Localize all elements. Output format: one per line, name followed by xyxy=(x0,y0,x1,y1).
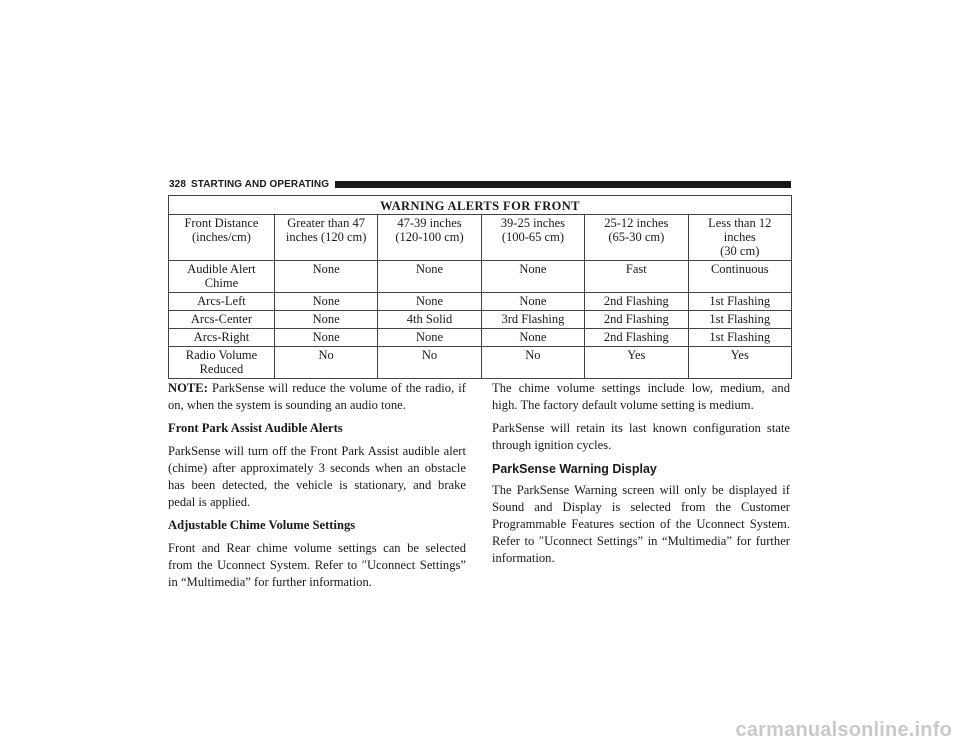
table-row xyxy=(169,347,792,379)
table-title: WARNING ALERTS FOR FRONT xyxy=(169,196,792,215)
column-header: Less than 12 inches (30 cm) xyxy=(688,215,791,261)
header-rule xyxy=(335,181,791,188)
table-cell: 4th Solid xyxy=(378,311,481,329)
table-cell: None xyxy=(274,261,377,293)
right-column xyxy=(492,380,790,573)
table-cell: 1st Flashing xyxy=(688,311,791,329)
left-column xyxy=(168,380,466,597)
table-cell: Yes xyxy=(688,347,791,379)
table-cell: None xyxy=(481,261,584,293)
table-row xyxy=(169,311,792,329)
table-cell: 2nd Flashing xyxy=(585,293,688,311)
row-label: Arcs-Right xyxy=(169,329,275,347)
table-cell: 3rd Flashing xyxy=(481,311,584,329)
row-label: Radio Volume Reduced xyxy=(169,347,275,379)
table-row xyxy=(169,329,792,347)
table-cell: Yes xyxy=(585,347,688,379)
row-label: Arcs-Center xyxy=(169,311,275,329)
note-label: NOTE: xyxy=(168,381,208,395)
table-cell: None xyxy=(378,329,481,347)
paragraph: Front and Rear chime volume settings can be selected from the Uconnect System. Refer to ″Uconnect Settings” in “Multimedia” for further information. xyxy=(168,541,466,589)
paragraph: ParkSense will retain its last known configuration state through ignition cycles. xyxy=(492,421,790,452)
table-cell: 1st Flashing xyxy=(688,329,791,347)
table-body xyxy=(169,261,792,379)
section-heading-warning-display: ParkSense Warning Display xyxy=(492,462,657,476)
paragraph: The ParkSense Warning screen will only be displayed if Sound and Display is selected from the Customer Programmable Features section of the Uconnect System. Refer to ″Uconnect Settings” in “Multimedia” for further information. xyxy=(492,483,790,565)
table-cell: No xyxy=(274,347,377,379)
table-cell: Continuous xyxy=(688,261,791,293)
column-header: Front Distance (inches/cm) xyxy=(169,215,275,261)
note-text: ParkSense will reduce the volume of the radio, if on, when the system is sounding an audio tone. xyxy=(168,381,466,412)
paragraph: ParkSense will turn off the Front Park Assist audible alert (chime) after approximately 3 seconds when an obstacle has been detected, the vehicle is stationary, and brake pedal is applied. xyxy=(168,444,466,509)
page-number: 328 xyxy=(169,178,186,190)
column-header: 47-39 inches (120-100 cm) xyxy=(378,215,481,261)
row-label: Arcs-Left xyxy=(169,293,275,311)
table-cell: No xyxy=(378,347,481,379)
page-header xyxy=(169,177,791,191)
column-header: 39-25 inches (100-65 cm) xyxy=(481,215,584,261)
table-cell: None xyxy=(274,329,377,347)
table-cell: None xyxy=(378,261,481,293)
table-cell: Fast xyxy=(585,261,688,293)
column-header: Greater than 47 inches (120 cm) xyxy=(274,215,377,261)
subheading-audible-alerts: Front Park Assist Audible Alerts xyxy=(168,421,343,435)
note-paragraph xyxy=(168,380,466,414)
column-header: 25-12 inches (65-30 cm) xyxy=(585,215,688,261)
subheading-chime-volume: Adjustable Chime Volume Settings xyxy=(168,518,356,532)
watermark: carmanualsonline.info xyxy=(735,719,952,741)
table-cell: None xyxy=(274,311,377,329)
table-cell: None xyxy=(481,329,584,347)
paragraph: The chime volume settings include low, medium, and high. The factory default volume setting is medium. xyxy=(492,381,790,412)
section-title: STARTING AND OPERATING xyxy=(191,178,330,190)
table-cell: None xyxy=(274,293,377,311)
table-cell: 2nd Flashing xyxy=(585,329,688,347)
table-row xyxy=(169,261,792,293)
table-row xyxy=(169,293,792,311)
table-cell: 1st Flashing xyxy=(688,293,791,311)
table-cell: 2nd Flashing xyxy=(585,311,688,329)
row-label: Audible Alert Chime xyxy=(169,261,275,293)
table-header-row xyxy=(169,215,792,261)
table-cell: None xyxy=(481,293,584,311)
table-cell: None xyxy=(378,293,481,311)
table-cell: No xyxy=(481,347,584,379)
warning-alerts-table xyxy=(168,195,792,379)
